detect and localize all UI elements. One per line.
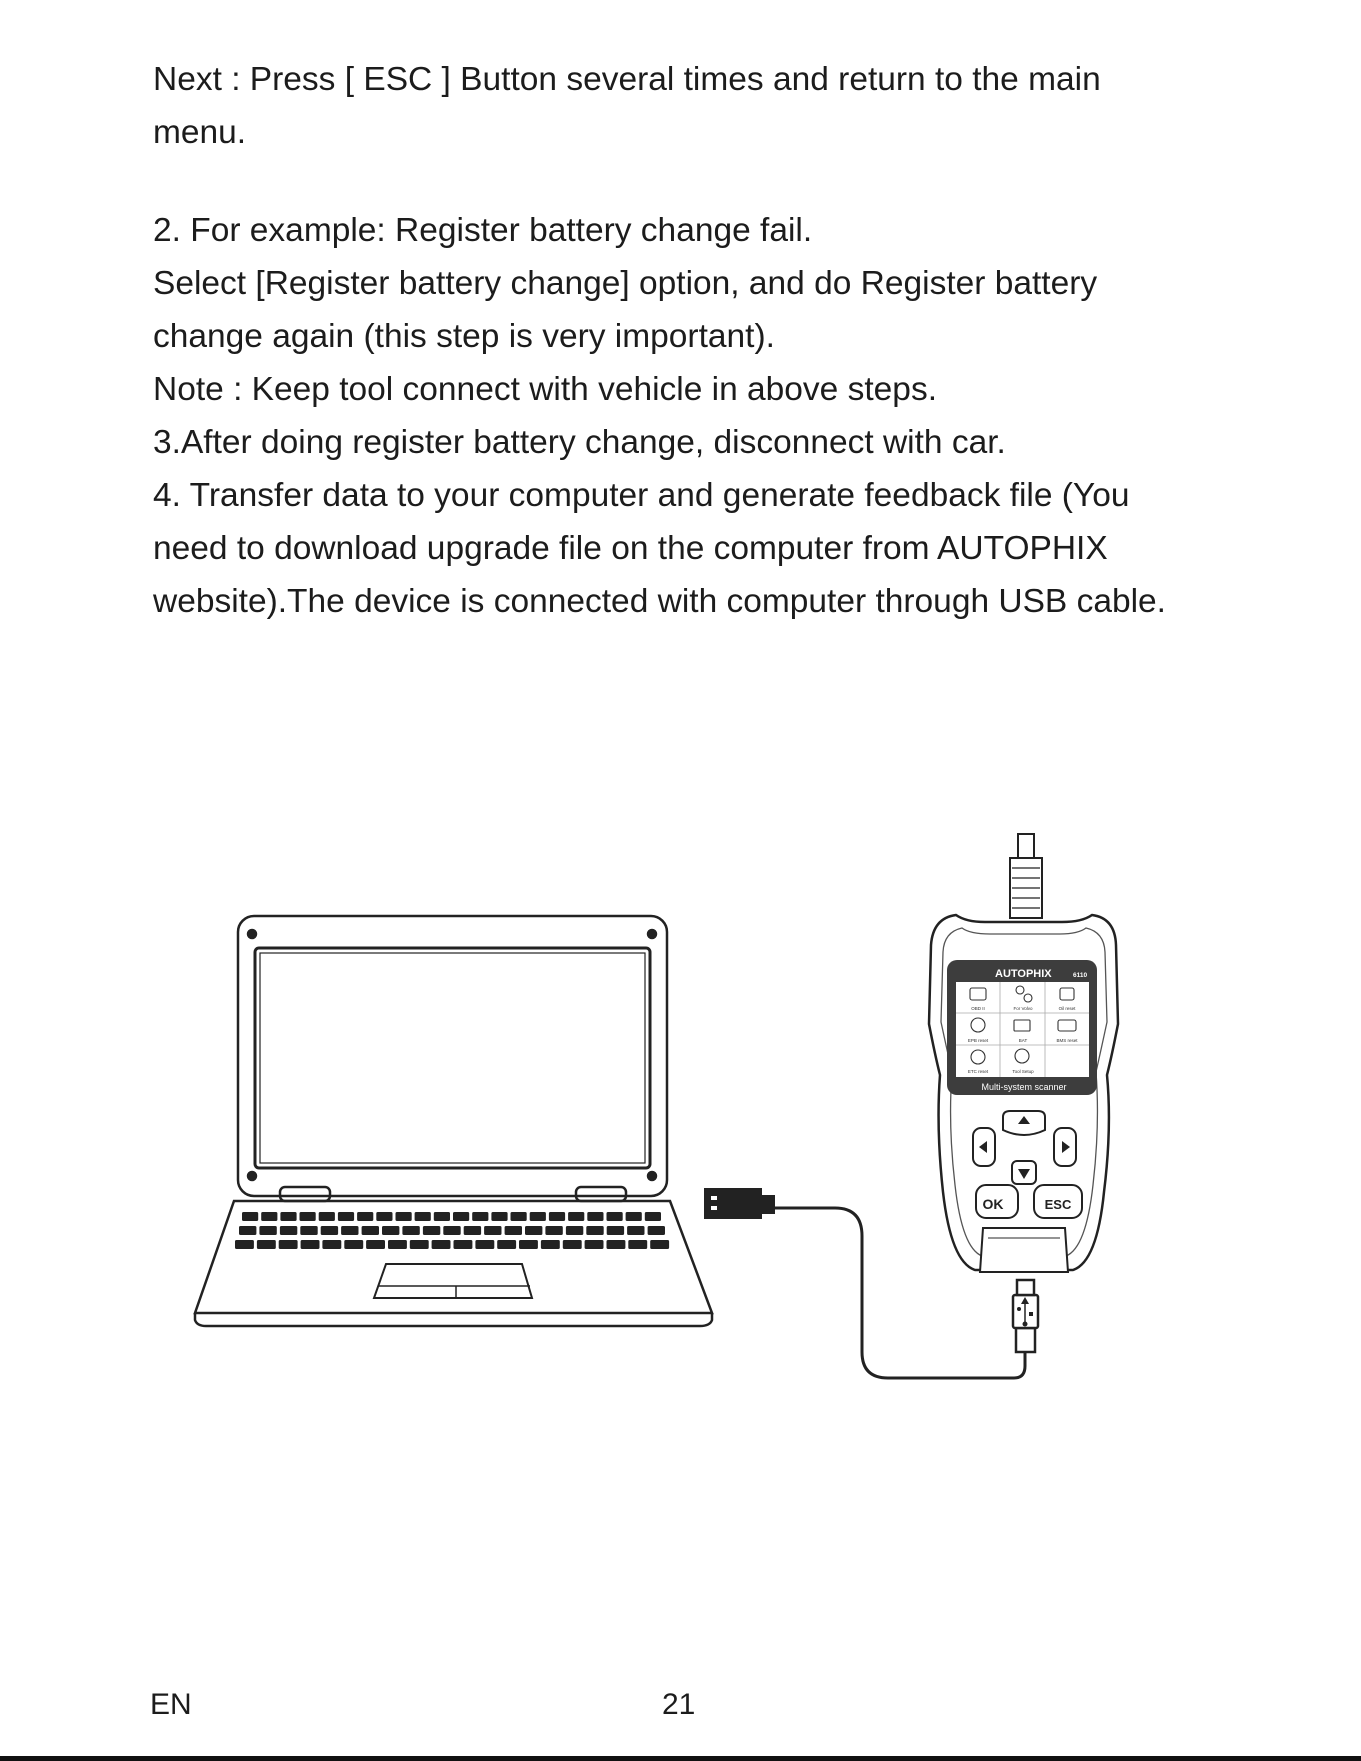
scanner-model: 6110	[1073, 972, 1088, 979]
keyboard-key	[475, 1240, 494, 1249]
keyboard-key	[357, 1212, 373, 1221]
keyboard-key	[511, 1212, 527, 1221]
menu-bat: BAT	[1018, 1038, 1028, 1043]
keyboard-key	[300, 1212, 316, 1221]
keyboard-key	[607, 1226, 624, 1235]
connection-illustration	[0, 820, 1361, 1400]
keyboard-key	[432, 1240, 451, 1249]
menu-volvo: For Volvo	[1013, 1006, 1033, 1011]
keyboard-key	[235, 1240, 254, 1249]
keyboard-key	[376, 1212, 392, 1221]
keyboard-key	[410, 1240, 429, 1249]
ok-label: OK	[982, 1196, 1004, 1212]
keyboard-key	[650, 1240, 669, 1249]
steps-paragraph	[153, 204, 1166, 628]
keyboard-key	[319, 1212, 335, 1221]
menu-etc-reset: ETC reset	[967, 1069, 989, 1074]
step-3-line: 3.After doing register battery change, disconnect with car.	[153, 424, 1006, 461]
step-4-line: 4. Transfer data to your computer and generate feedback file (You	[153, 477, 1130, 514]
keyboard-key	[645, 1212, 661, 1221]
keyboard-key	[648, 1226, 665, 1235]
scanner-subtitle: Multi-system scanner	[981, 1082, 1067, 1092]
keyboard-key	[454, 1240, 473, 1249]
keyboard-key	[382, 1226, 399, 1235]
keyboard-key	[549, 1212, 565, 1221]
keyboard-key	[525, 1226, 542, 1235]
keyboard-key	[388, 1240, 407, 1249]
keyboard-key	[453, 1212, 469, 1221]
keyboard-key	[280, 1212, 296, 1221]
keyboard-key	[566, 1226, 583, 1235]
keyboard-key	[586, 1226, 603, 1235]
keyboard-key	[491, 1212, 507, 1221]
keyboard-key	[242, 1212, 258, 1221]
keyboard-key	[362, 1226, 379, 1235]
menu-obd2: OBD II	[971, 1006, 985, 1011]
keyboard-key	[344, 1240, 363, 1249]
keyboard-key	[279, 1240, 298, 1249]
keyboard-key	[607, 1240, 626, 1249]
menu-bms-reset: BMS reset	[1056, 1038, 1078, 1043]
keyboard-key	[587, 1212, 603, 1221]
keyboard-key	[338, 1212, 354, 1221]
keyboard-key	[423, 1226, 440, 1235]
note-line: Note : Keep tool connect with vehicle in above steps.	[153, 371, 937, 408]
keyboard	[235, 1212, 669, 1249]
laptop-icon	[195, 916, 712, 1326]
menu-oil-reset: Oil reset	[1058, 1006, 1076, 1011]
keyboard-key	[259, 1226, 276, 1235]
keyboard-key	[545, 1226, 562, 1235]
bottom-rule	[0, 1756, 1361, 1761]
keyboard-key	[628, 1240, 647, 1249]
text-line: menu.	[153, 114, 247, 151]
text-line: website).The device is connected with computer through USB cable.	[153, 583, 1166, 620]
text-line: Next : Press [ ESC ] Button several times and return to the main	[153, 61, 1101, 98]
keyboard-key	[568, 1212, 584, 1221]
page-number: 21	[662, 1688, 696, 1721]
keyboard-key	[541, 1240, 560, 1249]
menu-epb-reset: EPB reset	[967, 1038, 989, 1043]
keyboard-key	[366, 1240, 385, 1249]
keyboard-key	[322, 1240, 341, 1249]
scanner-brand: AUTOPHIX	[995, 968, 1052, 980]
keyboard-key	[464, 1226, 481, 1235]
keyboard-key	[257, 1240, 276, 1249]
keyboard-key	[563, 1240, 582, 1249]
keyboard-key	[321, 1226, 338, 1235]
keyboard-key	[607, 1212, 623, 1221]
keyboard-key	[415, 1212, 431, 1221]
keyboard-key	[301, 1240, 320, 1249]
keyboard-key	[585, 1240, 604, 1249]
step-2-heading: 2. For example: Register battery change fail.	[153, 212, 813, 249]
keyboard-key	[280, 1226, 297, 1235]
keyboard-key	[530, 1212, 546, 1221]
intro-paragraph	[153, 53, 1101, 159]
keyboard-key	[627, 1226, 644, 1235]
keyboard-key	[626, 1212, 642, 1221]
keyboard-key	[484, 1226, 501, 1235]
keyboard-key	[434, 1212, 450, 1221]
keyboard-key	[402, 1226, 419, 1235]
obd-scanner-icon	[929, 834, 1118, 1272]
keyboard-key	[396, 1212, 412, 1221]
keyboard-key	[300, 1226, 317, 1235]
keyboard-key	[497, 1240, 516, 1249]
text-line: need to download upgrade file on the computer from AUTOPHIX	[153, 530, 1108, 567]
keyboard-key	[341, 1226, 358, 1235]
keyboard-key	[261, 1212, 277, 1221]
keyboard-key	[239, 1226, 256, 1235]
menu-tool-setup: Tool Setup	[1012, 1069, 1034, 1074]
text-line: change again (this step is very important).	[153, 318, 775, 355]
text-line: Select [Register battery change] option, and do Register battery	[153, 265, 1098, 302]
keyboard-key	[443, 1226, 460, 1235]
language-label: EN	[150, 1688, 192, 1721]
esc-label: ESC	[1044, 1197, 1072, 1212]
keyboard-key	[519, 1240, 538, 1249]
keyboard-key	[505, 1226, 522, 1235]
keyboard-key	[472, 1212, 488, 1221]
